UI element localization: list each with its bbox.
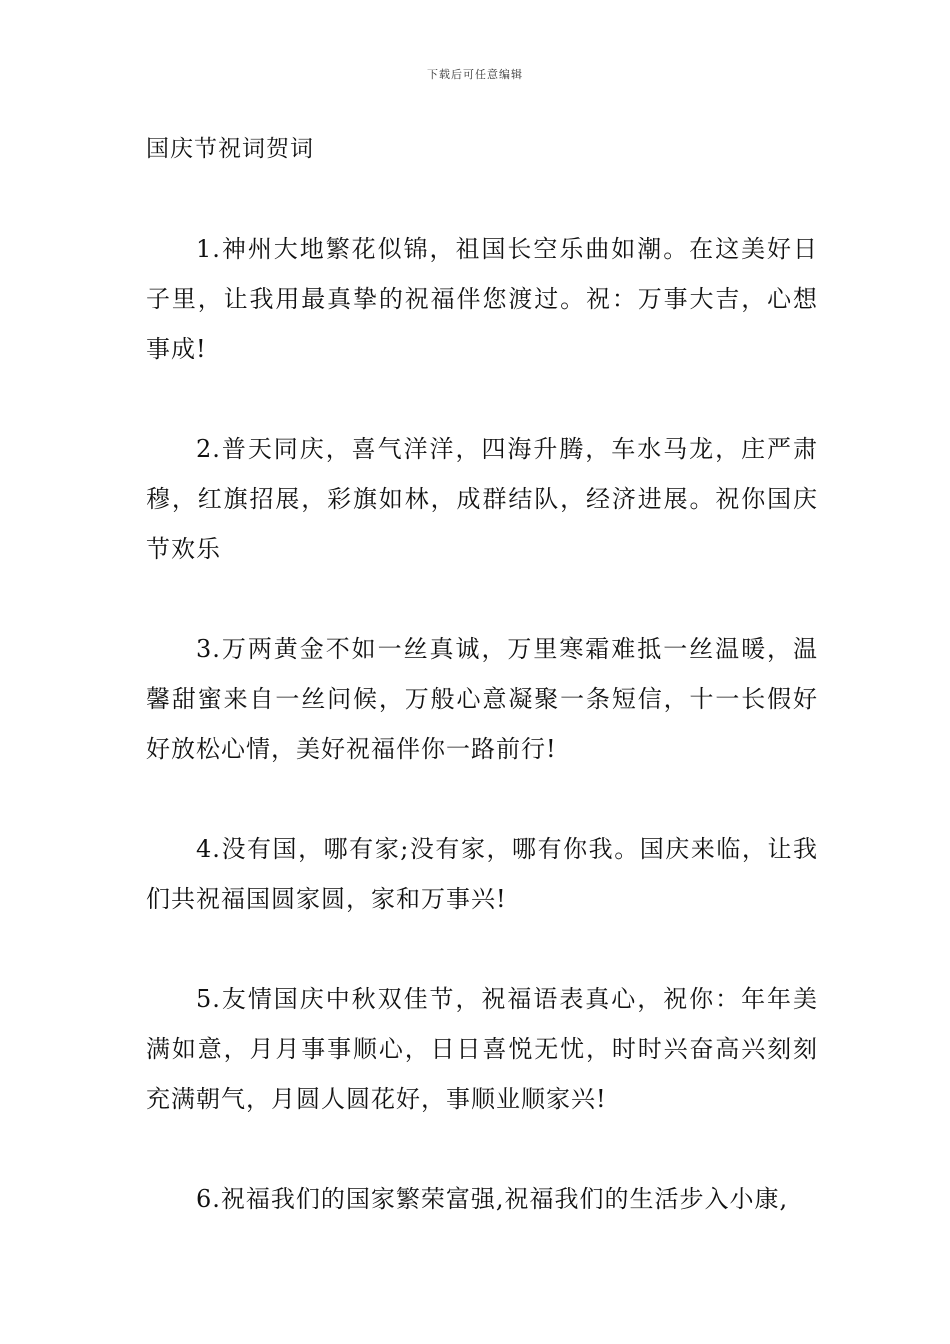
paragraph-1: 1.神州大地繁花似锦，祖国长空乐曲如潮。在这美好日子里，让我用最真挚的祝福伴您渡过。祝：万事大吉，心想事成! [146, 235, 818, 363]
header-note: 下载后可任意编辑 [427, 68, 523, 81]
document-body [146, 224, 818, 1274]
paragraph-3: 3.万两黄金不如一丝真诚，万里寒霜难抵一丝温暖，温馨甜蜜来自一丝问候，万般心意凝聚一条短信，十一长假好好放松心情，美好祝福伴你一路前行! [146, 635, 818, 763]
paragraph-4: 4.没有国，哪有家;没有家，哪有你我。国庆来临，让我们共祝福国圆家圆，家和万事兴! [146, 835, 818, 913]
paragraph-2: 2.普天同庆，喜气洋洋，四海升腾，车水马龙，庄严肃穆，红旗招展，彩旗如林，成群结队，经济进展。祝你国庆节欢乐 [146, 435, 818, 563]
paragraph-5: 5.友情国庆中秋双佳节，祝福语表真心，祝你：年年美满如意，月月事事顺心，日日喜悦无忧，时时兴奋高兴刻刻充满朝气，月圆人圆花好，事顺业顺家兴! [146, 985, 818, 1113]
paragraph-6: 6.祝福我们的国家繁荣富强,祝福我们的生活步入小康, [196, 1185, 789, 1213]
document-title: 国庆节祝词贺词 [146, 136, 314, 162]
